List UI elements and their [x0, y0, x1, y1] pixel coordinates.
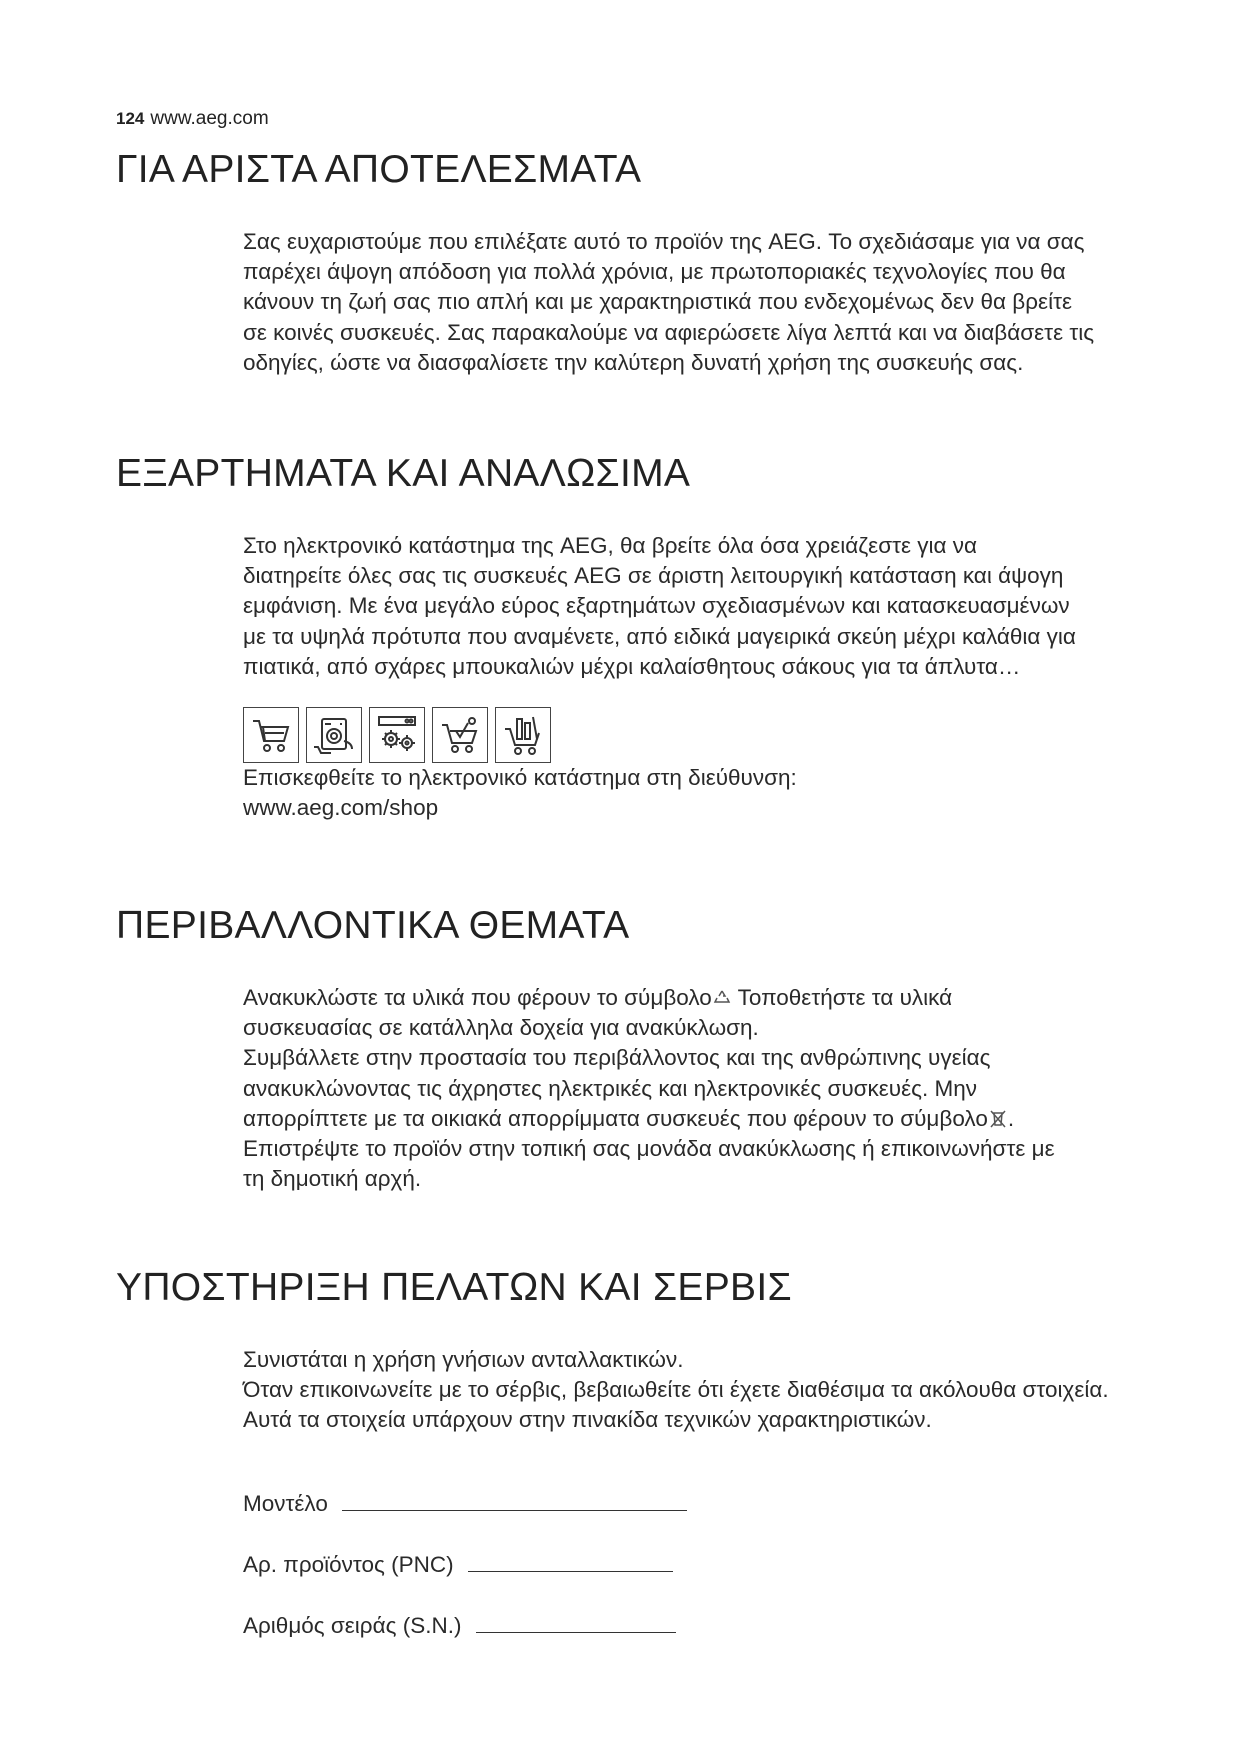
text-line: Συνιστάται η χρήση γνήσιων ανταλλακτικών.: [243, 1347, 684, 1372]
cart-accessories-icon: [432, 707, 488, 763]
accessories-paragraph: [243, 531, 1183, 682]
text-fragment: Ανακυκλώστε τα υλικά που φέρουν το σύμβολο: [243, 985, 712, 1010]
text-line: πιατικά, από σχάρες μπουκαλιών μέχρι καλαίσθητους σάκους για τα άπλυτα…: [243, 653, 1021, 679]
pnc-label: Αρ. προϊόντος (PNC): [243, 1552, 454, 1577]
text-line: ανακυκλώνοντας τις άχρηστες ηλεκτρικές και ηλεκτρονικές συσκευές. Μην: [243, 1075, 977, 1101]
text-line: Σας ευχαριστούμε που επιλέξατε αυτό το προϊόν της AEG. Το σχεδιάσαμε για να σας: [243, 229, 1085, 254]
section-title-customer-service: ΥΠΟΣΤΗΡΙΞΗ ΠΕΛΑΤΩΝ ΚΑΙ ΣΕΡΒΙΣ: [116, 1266, 792, 1309]
text-line: παρέχει άψογη απόδοση για πολλά χρόνια, με πρωτοποριακές τεχνολογίες που θα: [243, 259, 1066, 285]
shop-url: www.aeg.com/shop: [243, 795, 439, 821]
text-line: σε κοινές συσκευές. Σας παρακαλούμε να αφιερώσετε λίγα λεπτά και να διαβάσετε τις: [243, 319, 1095, 345]
page-header: [116, 108, 269, 130]
shop-visit-label: Επισκεφθείτε το ηλεκτρονικό κατάστημα στη διεύθυνση:: [243, 765, 797, 790]
model-label: Μοντέλο: [243, 1491, 328, 1516]
text-line: Αυτά τα στοιχεία υπάρχουν στην πινακίδα τεχνικών χαρακτηριστικών.: [243, 1407, 932, 1433]
environment-paragraph: [243, 983, 1183, 1194]
website-url: www.aeg.com: [150, 108, 269, 129]
cart-bottles-icon: [495, 707, 551, 763]
text-line: διατηρείτε όλες σας τις συσκευές AEG σε άριστη λειτουργική κατάσταση και άψογη: [243, 563, 1064, 589]
text-line: [243, 1104, 1183, 1134]
model-field: [243, 1490, 687, 1517]
text-fragment: .: [1007, 1105, 1015, 1131]
shopping-cart-icon: [243, 707, 299, 763]
washing-machine-cart-icon: [306, 707, 362, 763]
serial-number-blank-line[interactable]: [476, 1612, 676, 1633]
text-line: εμφάνιση. Με ένα μεγάλο εύρος εξαρτημάτων σχεδιασμένων και κατασκευασμένων: [243, 593, 1070, 619]
pnc-field: [243, 1551, 673, 1578]
text-line: τη δημοτική αρχή.: [243, 1166, 422, 1192]
text-line: Στο ηλεκτρονικό κατάστημα της AEG, θα βρείτε όλα όσα χρειάζεστε για να: [243, 533, 978, 558]
serial-number-field: [243, 1612, 676, 1639]
text-line: Επιστρέψτε το προϊόν στην τοπική σας μονάδα ανακύκλωσης ή επικοινωνήστε με: [243, 1136, 1055, 1162]
text-line: συσκευασίας σε κατάλληλα δοχεία για ανακύκλωση.: [243, 1015, 759, 1041]
intro-paragraph: [243, 227, 1183, 378]
crossed-bin-icon: [988, 1109, 1008, 1129]
service-paragraph: [243, 1345, 1183, 1436]
text-line: [243, 983, 1183, 1013]
shop-icons-row: [243, 707, 551, 763]
shop-visit-text: [243, 763, 1183, 823]
section-title-environment: ΠΕΡΙΒΑΛΛΟΝΤΙΚΑ ΘΕΜΑΤΑ: [116, 904, 630, 947]
text-fragment: απορρίπτετε με τα οικιακά απορρίμματα συσκευές που φέρουν το σύμβολο: [243, 1105, 988, 1131]
text-fragment: Τοποθετήστε τα υλικά: [731, 985, 953, 1010]
serial-number-label: Αριθμός σειράς (S.N.): [243, 1613, 462, 1638]
recycle-icon: [712, 988, 732, 1008]
text-line: Συμβάλλετε στην προστασία του περιβάλλοντος και της ανθρώπινης υγείας: [243, 1045, 991, 1071]
text-line: Όταν επικοινωνείτε με το σέρβις, βεβαιωθείτε ότι έχετε διαθέσιμα τα ακόλουθα στοιχεία.: [243, 1377, 1109, 1403]
text-line: με τα υψηλά πρότυπα που αναμένετε, από ειδικά μαγειρικά σκεύη μέχρι καλάθια για: [243, 623, 1076, 649]
pnc-blank-line[interactable]: [468, 1551, 673, 1572]
page-number: 124: [116, 109, 145, 128]
section-title-accessories: ΕΞΑΡΤΗΜΑΤΑ ΚΑΙ ΑΝΑΛΩΣΙΜΑ: [116, 452, 691, 495]
section-title-best-results: ΓΙΑ ΑΡΙΣΤΑ ΑΠΟΤΕΛΕΣΜΑΤΑ: [116, 148, 642, 191]
text-line: οδηγίες, ώστε να διασφαλίσετε την καλύτερη δυνατή χρήση της συσκευής σας.: [243, 349, 1024, 375]
appliance-gear-icon: [369, 707, 425, 763]
model-blank-line[interactable]: [342, 1490, 687, 1511]
text-line: κάνουν τη ζωή σας πιο απλή και με χαρακτηριστικά που ενδεχομένως δεν θα βρείτε: [243, 289, 1072, 315]
